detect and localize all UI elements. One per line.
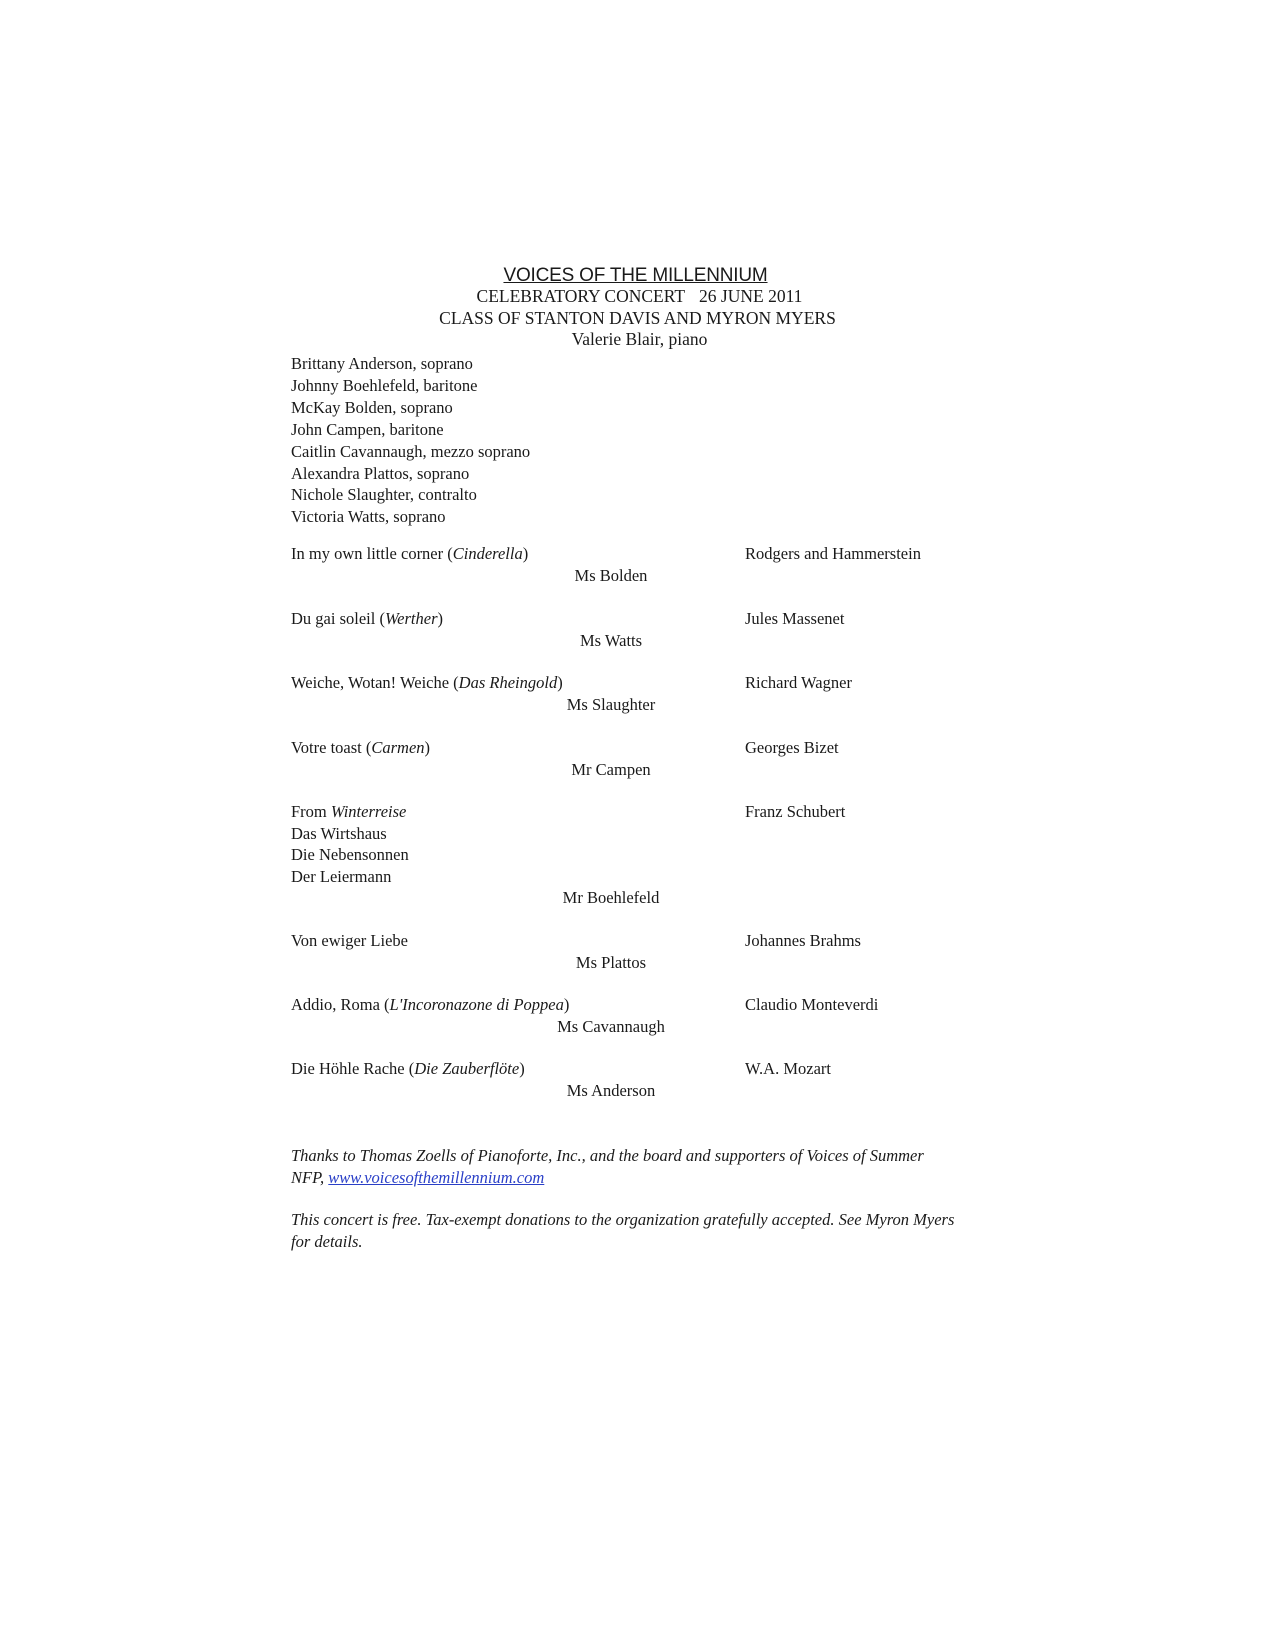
piece-name: In my own little corner ( bbox=[291, 544, 453, 563]
piece-close: ) bbox=[522, 544, 529, 563]
piece-name: Die Höhle Rache ( bbox=[291, 1059, 415, 1078]
program-header bbox=[0, 266, 1275, 351]
piece-name: From bbox=[291, 802, 331, 821]
repertoire-item bbox=[291, 672, 991, 714]
performer: Ms Slaughter bbox=[566, 694, 656, 714]
repertoire-item bbox=[291, 543, 991, 585]
cast-member: Victoria Watts, soprano bbox=[291, 507, 446, 527]
work-title: Winterreise bbox=[330, 802, 407, 821]
piece-title bbox=[291, 994, 991, 1016]
cast-member: Nichole Slaughter, contralto bbox=[291, 485, 477, 505]
composer: Richard Wagner bbox=[745, 673, 852, 692]
composer: Rodgers and Hammerstein bbox=[745, 544, 921, 563]
work-title: Die Zauberflöte bbox=[414, 1059, 520, 1078]
piece-name: Votre toast ( bbox=[291, 738, 372, 757]
piece-title bbox=[291, 801, 991, 823]
piece-name: Du gai soleil ( bbox=[291, 609, 385, 628]
piece-close: ) bbox=[437, 609, 444, 628]
piece-close: ) bbox=[424, 738, 431, 757]
work-title: Cinderella bbox=[452, 544, 523, 563]
thanks-note bbox=[291, 1145, 956, 1188]
composer: Claudio Monteverdi bbox=[745, 995, 879, 1014]
thanks-text: Thanks to Thomas Zoells of Pianoforte, Inc., and the board and supporters of Voices of Summer NFP, bbox=[291, 1146, 924, 1187]
repertoire-item bbox=[291, 1058, 991, 1100]
repertoire-item bbox=[291, 930, 991, 972]
piece-title bbox=[291, 737, 991, 759]
piece-close: ) bbox=[519, 1059, 525, 1078]
cast-member: Johnny Boehlefeld, baritone bbox=[291, 375, 478, 395]
repertoire-item bbox=[291, 994, 991, 1036]
composer: Johannes Brahms bbox=[745, 931, 861, 950]
repertoire-item bbox=[291, 608, 991, 650]
performer: Mr Boehlefeld bbox=[562, 888, 660, 908]
cast-member: Alexandra Plattos, soprano bbox=[291, 463, 470, 483]
composer: Franz Schubert bbox=[745, 802, 846, 821]
cast-list bbox=[291, 353, 530, 528]
work-title: Das Rheingold bbox=[458, 673, 558, 692]
concert-name: CELEBRATORY CONCERT bbox=[476, 286, 686, 306]
piece-title bbox=[291, 672, 991, 694]
pianist-line: Valerie Blair, piano bbox=[571, 329, 708, 349]
piece-close: ) bbox=[563, 995, 570, 1014]
composer: W.A. Mozart bbox=[745, 1059, 831, 1078]
program-title: VOICES OF THE MILLENNIUM bbox=[503, 265, 768, 286]
piece-name: Addio, Roma ( bbox=[291, 995, 390, 1014]
repertoire-item bbox=[291, 801, 991, 908]
cast-member: Caitlin Cavannaugh, mezzo soprano bbox=[291, 441, 531, 461]
performer: Ms Bolden bbox=[574, 565, 648, 585]
class-line: CLASS OF STANTON DAVIS AND MYRON MYERS bbox=[439, 307, 836, 328]
donation-note: This concert is free. Tax-exempt donations to the organization gratefully accepted. See Myron Myers for details. bbox=[291, 1210, 955, 1251]
cast-member: McKay Bolden, soprano bbox=[291, 397, 453, 417]
performer: Ms Anderson bbox=[566, 1080, 656, 1100]
piece-name: Weiche, Wotan! Weiche ( bbox=[291, 673, 459, 692]
piece-title bbox=[291, 930, 991, 952]
piece-name: Von ewiger Liebe bbox=[291, 931, 408, 950]
movement-title: Die Nebensonnen bbox=[291, 845, 409, 865]
performer: Mr Campen bbox=[571, 759, 651, 779]
work-title: L'Incoronazone di Poppea bbox=[389, 995, 564, 1014]
cast-member: Brittany Anderson, soprano bbox=[291, 354, 473, 373]
work-title: Werther bbox=[384, 609, 438, 628]
concert-date: 26 JUNE 2011 bbox=[699, 286, 803, 306]
piece-title bbox=[291, 608, 991, 630]
movement-title: Das Wirtshaus bbox=[291, 823, 387, 843]
concert-line bbox=[4, 286, 1275, 308]
work-title: Carmen bbox=[371, 738, 425, 757]
composer: Georges Bizet bbox=[745, 738, 839, 757]
performer: Ms Watts bbox=[579, 630, 643, 650]
piece-title bbox=[291, 1058, 991, 1080]
repertoire-item bbox=[291, 737, 991, 779]
performer: Ms Plattos bbox=[575, 952, 647, 972]
cast-member: John Campen, baritone bbox=[291, 419, 444, 439]
composer: Jules Massenet bbox=[745, 609, 845, 628]
piece-close: ) bbox=[557, 673, 563, 692]
website-link[interactable]: www.voicesofthemillennium.com bbox=[328, 1167, 545, 1187]
performer: Ms Cavannaugh bbox=[557, 1016, 665, 1036]
movement-title: Der Leiermann bbox=[291, 866, 392, 886]
